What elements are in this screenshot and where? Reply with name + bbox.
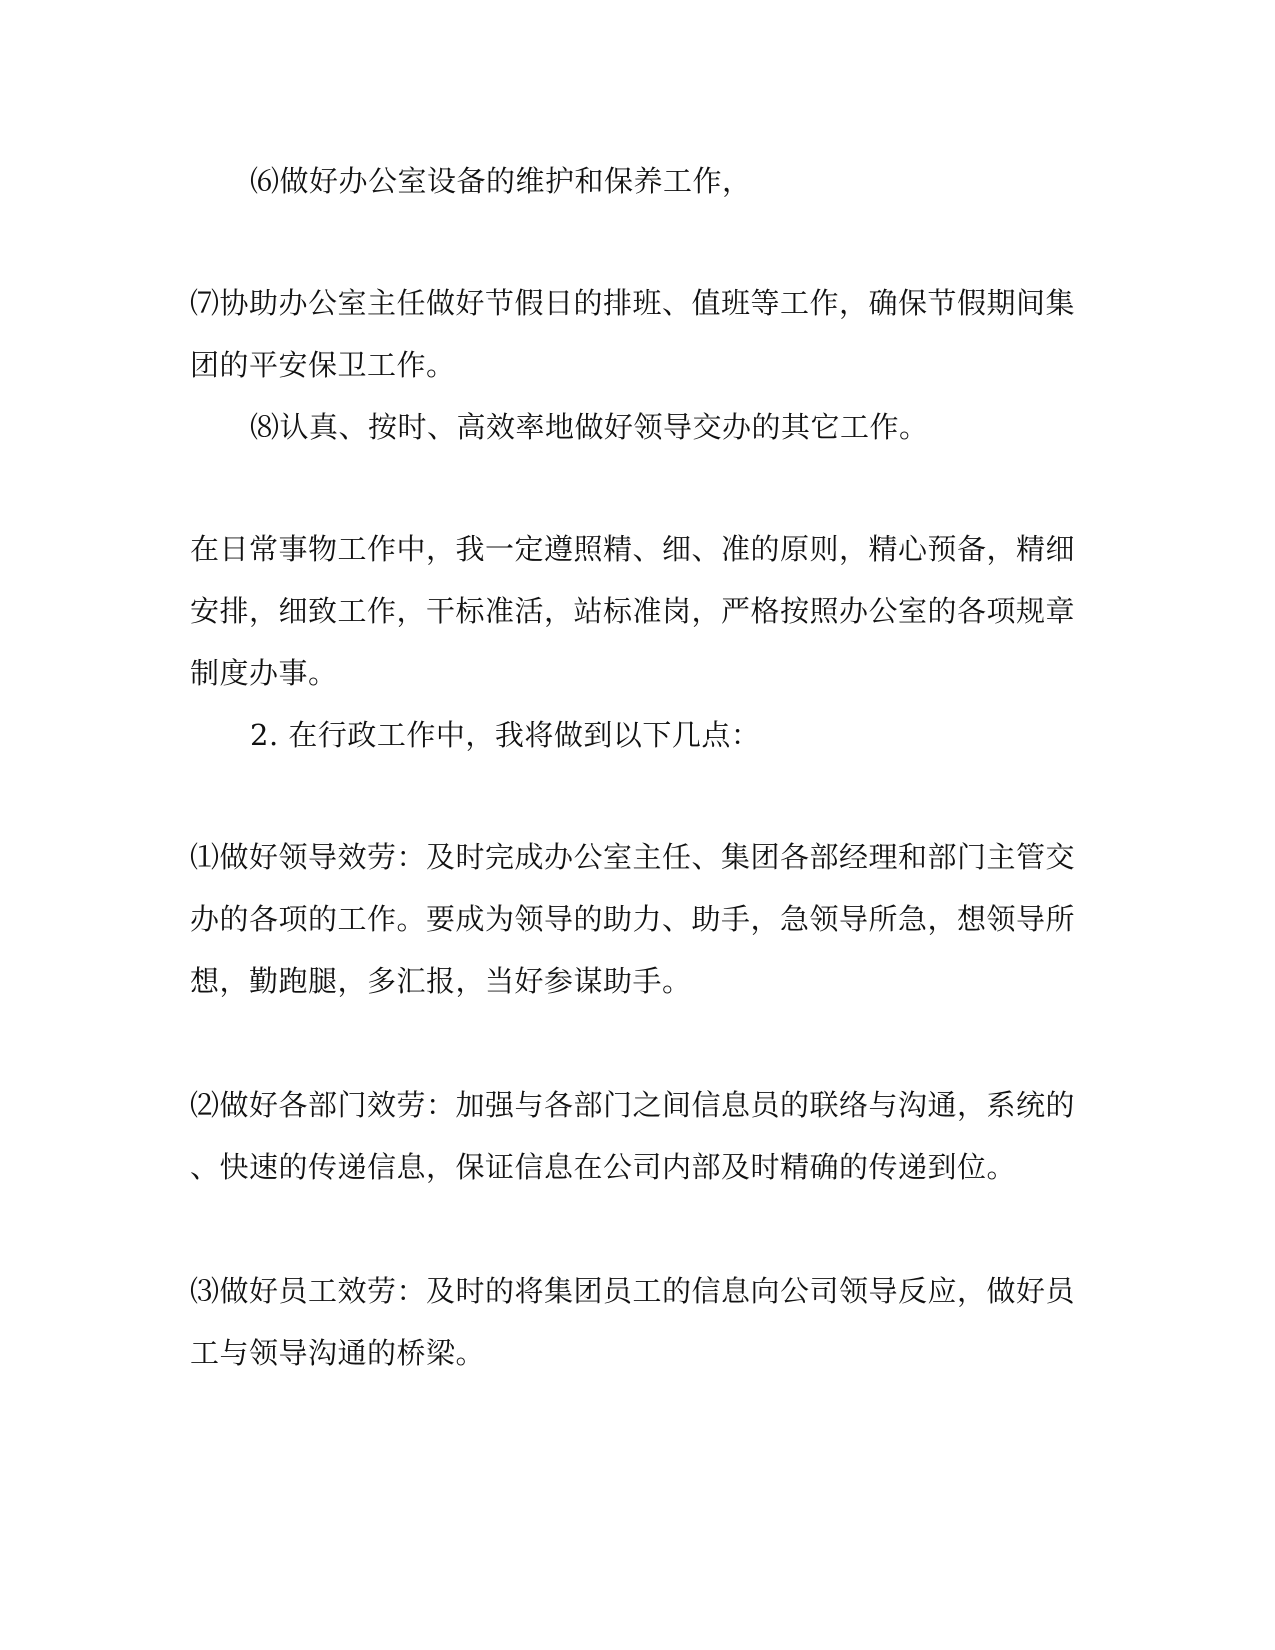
text-line: 在日常事物工作中，我一定遵照精、细、准的原则，精心预备，精细 <box>190 532 1076 566</box>
text-line: ⑹做好办公室设备的维护和保养工作， <box>250 164 752 198</box>
text-line: 办的各项的工作。要成为领导的助力、助手，急领导所急，想领导所 <box>190 902 1076 936</box>
text-line: ⑻认真、按时、高效率地做好领导交办的其它工作。 <box>250 410 929 444</box>
text-line: ⑶做好员工效劳：及时的将集团员工的信息向公司领导反应，做好员 <box>190 1274 1076 1308</box>
text-line: ⑴做好领导效劳：及时完成办公室主任、集团各部经理和部门主管交 <box>190 840 1076 874</box>
text-line: 制度办事。 <box>190 656 338 690</box>
text-line: ⑵做好各部门效劳：加强与各部门之间信息员的联络与沟通，系统的 <box>190 1088 1076 1122</box>
text-line: 安排，细致工作，干标准活，站标准岗，严格按照办公室的各项规章 <box>190 594 1076 628</box>
text-line: 2. 在行政工作中，我将做到以下几点： <box>250 718 761 752</box>
text-line: 工与领导沟通的桥梁。 <box>190 1336 486 1370</box>
text-line: 想，勤跑腿，多汇报，当好参谋助手。 <box>190 964 692 998</box>
text-line: 、快速的传递信息，保证信息在公司内部及时精确的传递到位。 <box>190 1150 1017 1184</box>
text-line: ⑺协助办公室主任做好节假日的排班、值班等工作，确保节假期间集 <box>190 286 1076 320</box>
text-line: 团的平安保卫工作。 <box>190 348 456 382</box>
